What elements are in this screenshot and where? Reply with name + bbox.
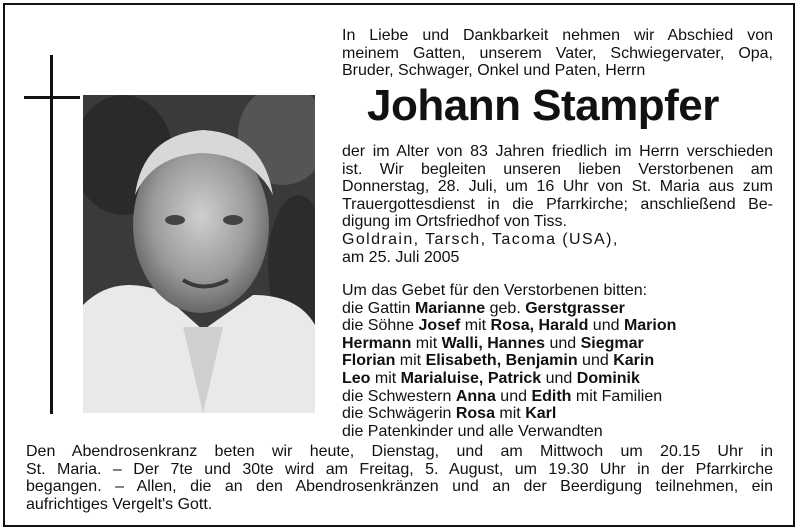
- portrait-photo: [83, 95, 315, 413]
- cross-icon-bar: [24, 96, 80, 99]
- bottom-line: Den Abendrosenkranz beten wir heute, Dienstag, und am Mittwoch um 20.15 Uhr in: [26, 443, 773, 460]
- mourners-list: [342, 282, 773, 440]
- mourner-row: die Söhne Josef mit Rosa, Harald und Marion: [342, 317, 677, 335]
- mourner-row: die Gattin Marianne geb. Gerstgrasser: [342, 299, 625, 317]
- death-line: Trauergottesdienst in die Pfarrkirche; anschließend Be-: [342, 195, 773, 213]
- death-details: [342, 143, 773, 231]
- death-line: digung im Ortsfriedhof von Tiss.: [342, 213, 567, 231]
- death-line: Donnerstag, 28. Juli, um 16 Uhr von St. Maria aus zum: [342, 178, 773, 196]
- bottom-line: begangen. – Allen, die an den Abendrosenkränzen und an der Beerdigung teilnehmen, ein: [26, 478, 773, 496]
- intro-line: In Liebe und Dankbarkeit nehmen wir Abschied von: [342, 27, 773, 44]
- place-date: [342, 231, 773, 266]
- places-line: Goldrain, Tarsch, Tacoma (USA),: [342, 231, 619, 248]
- death-line: der im Alter von 83 Jahren friedlich im Herrn verschieden: [342, 143, 773, 160]
- mourner-row: die Schwestern Anna und Edith mit Familien: [342, 387, 663, 405]
- bottom-line: aufrichtiges Vergelt's Gott.: [26, 495, 213, 513]
- intro-line: Bruder, Schwager, Onkel und Paten, Herrn: [342, 62, 646, 80]
- mourner-row: Florian mit Elisabeth, Benjamin und Karin: [342, 352, 655, 370]
- intro-text: [342, 27, 773, 80]
- mourners-intro: Um das Gebet für den Verstorbenen bitten:: [342, 282, 648, 299]
- bottom-line: St. Maria. – Der 7te und 30te wird am Freitag, 5. August, um 19.30 Uhr in der Pfarrkirche: [26, 460, 773, 478]
- mourner-row: die Schwägerin Rosa mit Karl: [342, 405, 557, 423]
- death-line: ist. Wir begleiten unseren lieben Verstorbenen am: [342, 160, 773, 178]
- date-line: am 25. Juli 2005: [342, 248, 460, 266]
- deceased-name: Johann Stampfer: [367, 81, 719, 130]
- intro-line: meinem Gatten, unserem Vater, Schwiegervater, Opa,: [342, 44, 773, 62]
- cross-icon: [50, 55, 53, 414]
- mourner-row: die Patenkinder und alle Verwandten: [342, 422, 603, 440]
- mourner-row: Hermann mit Walli, Hannes und Siegmar: [342, 334, 644, 352]
- rosary-notice: [26, 443, 773, 513]
- mourner-row: Leo mit Marialuise, Patrick und Dominik: [342, 369, 640, 387]
